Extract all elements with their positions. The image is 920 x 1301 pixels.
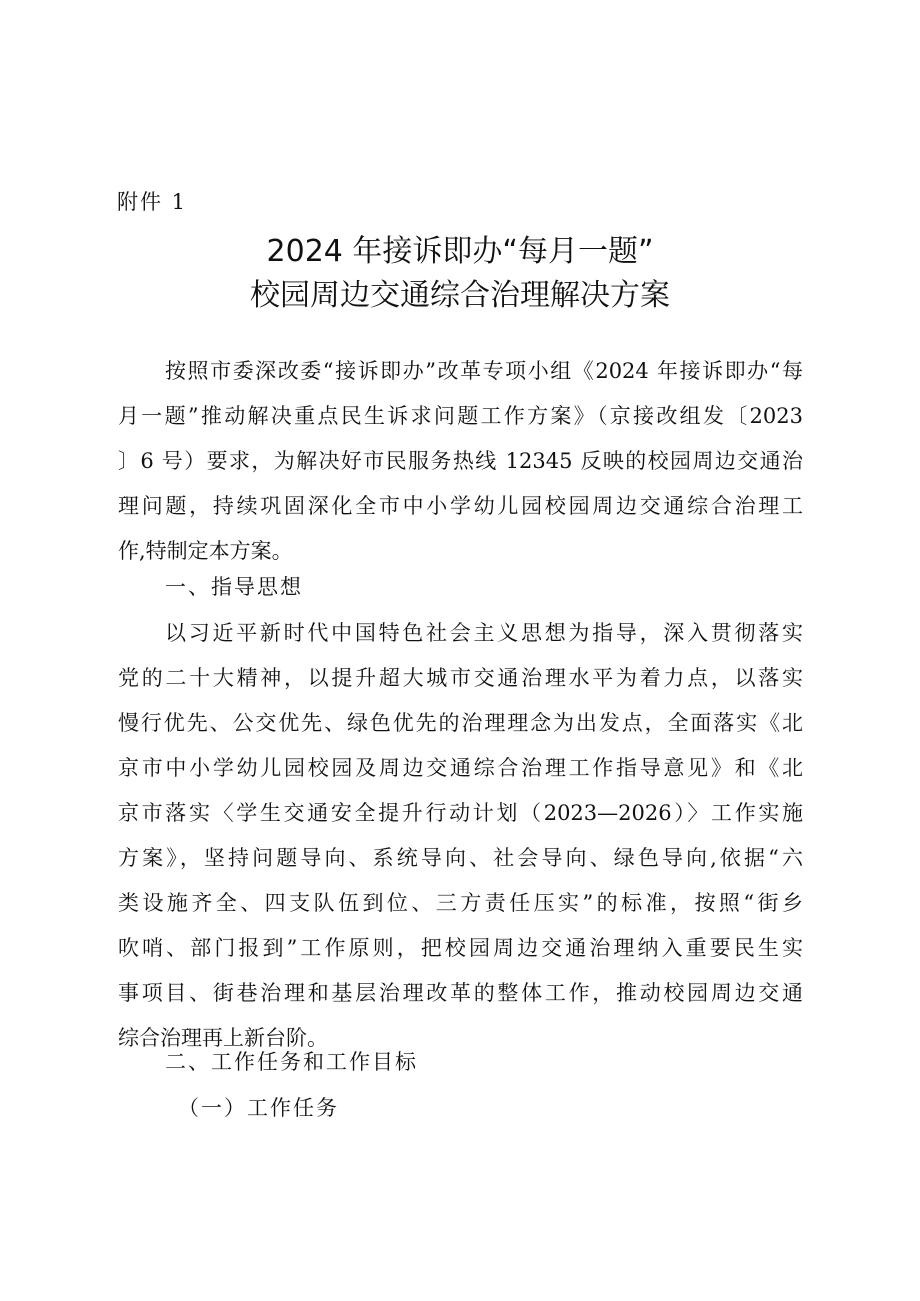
document-title-line-2: 校园周边交通综合治理解决方案 [250,278,670,313]
intro-line: 理问题，持续巩固深化全市中小学幼儿园校园周边交通综合治理工 [118,494,803,518]
document-title-line-1: 2024 年接诉即办“每月一题” [266,234,654,269]
section-1-line: 吹哨、部门报到”工作原则，把校园周边交通治理纳入重要民生实 [118,936,803,960]
intro-line: 按照市委深改委“接诉即办”改革专项小组《2024 年接诉即办“每 [165,359,803,383]
section-1-line: 综合治理再上新台阶。 [118,1026,328,1050]
intro-line: 〕6 号）要求，为解决好市民服务热线 12345 反映的校园周边交通治 [118,449,803,473]
section-1-line: 京市中小学幼儿园校园及周边交通综合治理工作指导意见》和《北 [118,756,803,780]
section-1-line: 事项目、街巷治理和基层治理改革的整体工作，推动校园周边交通 [118,981,803,1005]
section-1-line: 以习近平新时代中国特色社会主义思想为指导，深入贯彻落实 [165,621,803,645]
intro-line: 月一题”推动解决重点民生诉求问题工作方案》（京接改组发〔2023 [118,404,803,428]
section-1-line: 党的二十大精神，以提升超大城市交通治理水平为着力点，以落实 [118,666,803,690]
section-2-heading: 二、工作任务和工作目标 [165,1050,418,1074]
intro-line: 作,特制定本方案。 [118,539,293,563]
attachment-label: 附件 1 [117,190,188,214]
section-1-line: 类设施齐全、四支队伍到位、三方责任压实”的标准，按照“街乡 [118,891,803,915]
section-1-line: 方案》，坚持问题导向、系统导向、社会导向、绿色导向,依据“六 [118,846,803,870]
section-1-line: 慢行优先、公交优先、绿色优先的治理理念为出发点，全面落实《北 [118,711,803,735]
section-1-heading: 一、指导思想 [165,575,303,599]
section-2-sub-heading: （一）工作任务 [178,1096,339,1120]
section-1-line: 京市落实〈学生交通安全提升行动计划（2023—2026）〉工作实施 [118,801,803,825]
